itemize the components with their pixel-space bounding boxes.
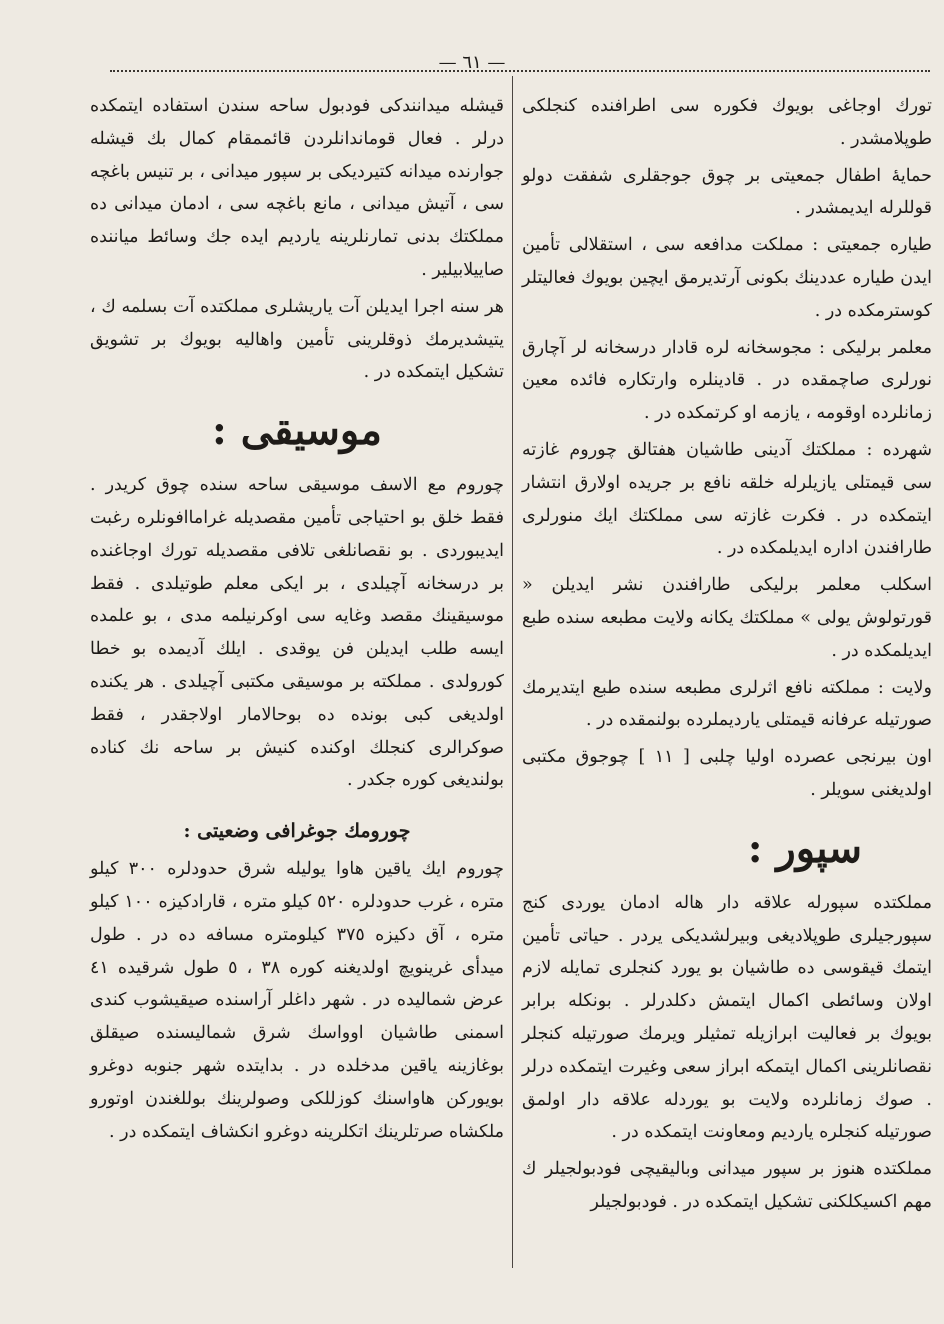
paragraph: اسكلب معلمر برلیكی طارافندن نشر ایدیلن « قورتولوش یولی » مملكتك یكانه ولایت مطبعه سنده طبع ایدیلمكده در . — [522, 575, 932, 661]
paragraph: چوروم مع الاسف موسیقی ساحه سنده چوق كریدر . فقط خلق بو احتیاجی تأمین مقصدیله غراماافونلره رغبت ایدیبوردی . بو نقصانلغی تلافی مقصدیله تورك اوجاغنده بر درسخانه آچیلدی ، بر ایكی معلم طوتیلدی . فقط موسیقینك مقصد وغایه سی اوكرنیلمه مدی ، بو علمده ایسه طلب ایدیلن فن یوقدی . ایلك آدیمده بو خطا كورولدی . مملكته بر موسیقی مكتبی آچیلدی . هر یكنده اولدیغی كبی بونده ده بوحالامار اولاجقدر ، فقط صوكرالری كنجلك اوكنده كنیش بر ساحه نك كناده بولندیغی كوره جكدر . — [90, 475, 504, 791]
right-column — [522, 90, 932, 1223]
music-heading: موسیقی : — [212, 407, 382, 455]
paragraph: هر سنه اجرا ایدیلن آت یاریشلری مملكتده آت بسلمه ك ، یتیشدیرمك ذوقلرینی تأمین واهالیه بویوك بر تشویق تشكیل ایتمكده در . — [90, 296, 504, 383]
paragraph: قیشله میدانندكی فودبول ساحه سندن استفاده ایتمكده درلر . فعال قوماندانلردن قائممقام كمال بك قیشله جوارنده میدانه كتیردیكی بر سپور میدانی ، بر تنیس باغچه سی ، آتیش میدانی ، مانع باغچه سی ، ادمان میدانی ده مملكتك بدنی تمارنلرینه یاردیم ایده جك وسائط میاننده صاییلابیلیر . — [90, 96, 504, 280]
page-number: — ٦١ — — [438, 52, 506, 73]
geography-subheading: چورومك جوغرافی وضعیتی : — [183, 820, 411, 843]
paragraph: مملكتده هنوز بر سپور میدانی وبالیقیچی فودبولجیلر ك مهم اكسیكلكنی تشكیل ایتمكده در . فودبولجیلر — [522, 1159, 932, 1212]
paragraph: مملكتده سپورله علاقه دار هاله ادمان یوردی كنج سپورجیلری طوپلادیغی وبیرلشدیكی یردر . حیاتی تأمین ایتمك قیقوسی ده طاشیان بو یورد كنجلری تمایله لازم اولان وسائطی اكمال ایتمش دكلدرلر . بونكله برابر بویوك بر فعالیت ابرازیله تمثیلر ویرمك صورتیله كنجلر نقصانلرینی اكمال ایتمكه ابراز سعی وغیرت ایتمكده درلر . صوك زمانلرده ولایت بو یوردله علاقه دار اولمق صورتیله كنجلره یاردیم ومعاونت ایتمكده در . — [522, 892, 932, 1143]
paragraph: طیاره جمعیتی : مملكت مدافعه سی ، استقلالی تأمین ایدن طیاره عددینك بكونی آرتدیرمق ایچین بویوك فعالیتلر كوسترمكده در . — [522, 235, 932, 321]
left-column — [90, 90, 504, 1152]
paragraph: معلمر برلیكی : مجوسخانه لره قادار درسخانه لر آچارق نورلری صاچمقده در . قادینلره وارتكاره فائده معین زمانلرده اوقومه ، یازمه او كرتمكده در . — [522, 337, 932, 424]
paragraph: حمایهٔ اطفال جمعیتی بر چوق جوجقلری شفقت دولو قوللرله ایدیمشدر . — [522, 165, 932, 219]
column-divider — [512, 76, 513, 1268]
paragraph: شهرده : مملكتك آدینی طاشیان هفتالق چوروم غازته سی قیمتلی یازیلرله خلقه نافع بر جریده اولارق انتشار ایتمكده در . فكرت غازته سی مملكتك ایك منورلری طارافندن اداره ایدیلمكده در . — [522, 439, 932, 559]
sport-heading: سپور : — [747, 824, 862, 872]
paragraph: تورك اوجاغی بویوك فكوره سی اطرافنده كنجلكی طوپلامشدر . — [522, 96, 932, 149]
paragraph: ولایت : مملكته نافع اثرلری مطبعه سنده طبع ایتدیرمك صورتیله عرفانه قیمتلی یاردیملرده بولنمقده در . — [522, 677, 932, 731]
paragraph: اون بیرنجی عصرده اولیا چلبی [ ١١ ] چوجوق مكتبی اولدیغنی سویلر . — [522, 747, 932, 800]
paragraph: چوروم ایك یاقین هاوا یولیله شرق حدودلره ٣٠٠ كیلو متره ، غرب حدودلره ٥٢٠ كیلو متره ، قارادكیزه ١٠٠ كیلو متره ، آق دكیزه ٣٧٥ كیلومتره مسافه ده در . طول میدأی غرینویچ اولدیغنه كوره ٣٨ ، ٥ طول شرقیده ٤١ عرض شمالیده در . شهر داغلر آراسنده صیقیشوب كندی اسمنی طاشیان اوواسك شرق شمالیسنده صیقلق بوغازینه یاقین مدخلده در . بدایتده شهر جنوبه دوغرو بویوركن هاواسنك كوزللكی وصولرینك بوللغندن اوتورو ملكشاه صرتلرینك اتكلرینه دوغرو انكشاف ایتمكده در . — [90, 859, 505, 1142]
top-rule — [110, 70, 930, 72]
